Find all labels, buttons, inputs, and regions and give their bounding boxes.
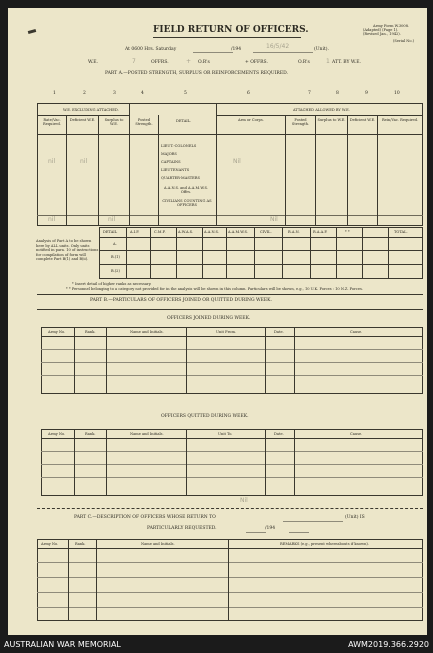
sub-header-1: Rate/Vac. Required. — [43, 118, 61, 126]
joined-table — [41, 327, 423, 394]
joined-col-rank: Rank. — [85, 330, 96, 334]
part-a-subheader-line-right — [216, 115, 423, 116]
analysis-row-line-1 — [99, 250, 423, 251]
col-line-9 — [377, 115, 378, 226]
serial-label: (Serial No.) — [393, 39, 415, 43]
rank-lieutenants: LIEUTENANTS — [161, 168, 190, 172]
sub-header-4: Posted Strength. — [135, 118, 153, 126]
plus-offrs-label: + OFFRS. — [245, 60, 268, 65]
sub-header-6: Posted Strength. — [291, 118, 310, 126]
analysis-col-cmf: C.M.F. — [154, 230, 166, 234]
col-line-3 — [129, 103, 130, 226]
quitted-row-1 — [41, 451, 423, 452]
part-c-col-2 — [96, 539, 97, 621]
joined-col-unit-from: Unit From. — [216, 330, 237, 334]
rank-majors: MAJORS — [161, 152, 177, 156]
col-line-8 — [347, 115, 348, 226]
form-page — [8, 8, 427, 635]
part-c-year: /194 — [265, 526, 276, 531]
quitted-table — [41, 429, 423, 496]
joined-col-3 — [186, 327, 187, 394]
quitted-col-5 — [294, 429, 295, 496]
joined-col-date: Date. — [274, 330, 284, 334]
col-line-5 — [216, 103, 217, 226]
joined-row-1 — [41, 349, 423, 350]
quitted-col-2 — [106, 429, 107, 496]
rank-quartermasters: QUARTER-MASTERS — [161, 176, 200, 180]
detail-header: DETAIL. — [176, 119, 192, 123]
revised-label: (Revised Jan., 1942). — [363, 32, 401, 36]
sub-header-9: Rein/Vac. Required. — [381, 118, 419, 122]
att-we-label: ATT. BY W.E. — [332, 60, 361, 65]
col-line-6 — [285, 115, 286, 226]
part-b-bottom-rule — [37, 309, 423, 310]
archive-footer — [0, 637, 433, 653]
part-c-year-dots — [289, 532, 309, 533]
footer-institution: AUSTRALIAN WAR MEMORIAL — [4, 640, 121, 649]
analysis-note: Analysis of Part A to be shown here by ALL units. Only units notified in para. 10 of instructions for compilation of form will complete Part B(1) and B(ii). — [36, 239, 99, 262]
analysis-col-ran: R.A.N. — [288, 230, 300, 234]
analysis-col-7 — [282, 227, 283, 279]
form-title: FIELD RETURN OF OFFICERS. — [153, 25, 309, 35]
part-c-unit: (Unit) IS — [345, 515, 365, 520]
rank-lieut-colonels: LIEUT.-COLONELS — [161, 144, 197, 148]
quitted-col-3 — [186, 429, 187, 496]
part-c-col-1 — [68, 539, 69, 621]
part-c-col-rank: Rank. — [75, 542, 86, 546]
unit-dots — [253, 52, 313, 53]
joined-col-5 — [294, 327, 295, 394]
handwritten-att: 1 — [326, 58, 330, 65]
part-a-total-line — [37, 215, 423, 216]
sub-header-arm: Arm or Corps. — [238, 118, 264, 122]
analysis-col-11 — [388, 227, 389, 279]
analysis-col-civil: CIVIL. — [260, 230, 272, 234]
attached-header: ATTACHED ALLOWED BY W.E. — [293, 108, 350, 112]
col-line-1 — [66, 115, 67, 226]
analysis-col-awas: A.W.A.S. — [178, 230, 194, 234]
quitted-row-2 — [41, 464, 423, 465]
handwritten-nil: Nil — [240, 497, 248, 504]
part-c-col-name: Name and Initials. — [141, 542, 175, 546]
sub-header-7: Surplus to W.E. — [317, 118, 346, 122]
analysis-table — [99, 227, 423, 279]
analysis-row-b1: B.(1) — [111, 255, 120, 259]
part-c-row-4 — [37, 607, 423, 608]
quitted-heading: OFFICERS QUITTED DURING WEEK. — [161, 414, 249, 419]
analysis-col-2 — [150, 227, 151, 279]
joined-col-1 — [74, 327, 75, 394]
handwritten-entry-3: Nil — [233, 158, 241, 165]
part-c-dashed-rule — [37, 508, 423, 509]
handwritten-entry-1: nil — [48, 158, 56, 165]
handwritten-entry-2: nil — [80, 158, 88, 165]
joined-heading: OFFICERS JOINED DURING WEEK. — [167, 316, 251, 321]
footnote-2: * * Personnel belonging to a category not provided for in the analysis will be shown in this column. Particulars will be shown, e.g., 10 U.K. Forces : 10 N.Z. Forces. — [66, 287, 363, 291]
we-label: W.E. — [88, 60, 98, 65]
analysis-row-line-2 — [99, 264, 423, 265]
handwritten-entry-5: nil — [108, 216, 116, 223]
part-c-heading-line2: PARTICULARLY REQUESTED. — [147, 526, 217, 531]
analysis-row-b2: B.(2) — [111, 269, 120, 273]
handwritten-entry-4: nil — [48, 216, 56, 223]
part-c-table — [37, 539, 423, 621]
army-form-label: Army Form W.3008. — [373, 24, 410, 28]
quitted-header-line — [41, 438, 423, 439]
part-c-row-3 — [37, 592, 423, 593]
analysis-col-9 — [336, 227, 337, 279]
quitted-row-3 — [41, 477, 423, 478]
analysis-col-5 — [226, 227, 227, 279]
analysis-col-raaf: R.A.A.F. — [313, 230, 328, 234]
analysis-col-total: TOTAL. — [394, 230, 408, 234]
sub-header-8: Deficient W.E. — [349, 118, 376, 122]
part-a-col-numbers: 1 2 3 4 5 6 7 8 9 10 — [53, 91, 400, 96]
part-c-row-1 — [37, 562, 423, 563]
analysis-detail-header: DETAIL — [103, 230, 118, 234]
sub-header-2: Deficient W.E. — [69, 118, 96, 122]
part-a-header-bottom — [37, 134, 423, 135]
joined-row-2 — [41, 362, 423, 363]
date-dots — [193, 52, 233, 53]
ors-label: O.R's — [198, 60, 210, 65]
analysis-col-other: * * — [345, 230, 350, 234]
part-c-row-2 — [37, 577, 423, 578]
analysis-col-aif: A.I.F. — [130, 230, 140, 234]
joined-row-3 — [41, 375, 423, 376]
corner-mark — [28, 29, 37, 34]
unit-label: (Unit). — [314, 47, 329, 52]
part-c-date-dots — [246, 532, 266, 533]
part-c-col-army-no: Army No. — [41, 542, 59, 546]
joined-header-line — [41, 336, 423, 337]
col-line-7 — [315, 115, 316, 226]
analysis-col-10 — [362, 227, 363, 279]
joined-col-4 — [265, 327, 266, 394]
quitted-col-rank: Rank. — [85, 432, 96, 436]
rank-captains: CAPTAINS — [161, 160, 181, 164]
part-c-col-3 — [228, 539, 229, 621]
col-line-4 — [158, 115, 159, 226]
analysis-col-1 — [126, 227, 127, 279]
rank-civilians: CIVILIANS COUNTING AS OFFICERS — [162, 199, 212, 207]
joined-col-name: Name and Initials. — [130, 330, 164, 334]
part-b-heading: PART B.—PARTICULARS OF OFFICERS JOINED OR QUITTED DURING WEEK. — [90, 298, 272, 303]
quitted-col-date: Date. — [274, 432, 284, 436]
joined-col-cause: Cause. — [350, 330, 363, 334]
quitted-col-army-no: Army No. — [48, 432, 66, 436]
at-hours-line: At 0600 Hrs. Saturday — [125, 47, 177, 52]
col-line-2 — [98, 115, 99, 226]
quitted-col-name: Name and Initials. — [130, 432, 164, 436]
title-underline — [153, 37, 301, 38]
we-excl-header: W.E. EXCLUDING ATTACHED. — [63, 108, 119, 112]
part-a-heading: PART A.—POSTED STRENGTH, SURPLUS OR REINFORCEMENTS REQUIRED. — [105, 71, 288, 76]
part-b-top-rule — [37, 294, 423, 295]
quitted-col-4 — [265, 429, 266, 496]
quitted-col-cause: Cause. — [350, 432, 363, 436]
year-label: /194 — [231, 47, 242, 52]
part-c-unit-dots — [283, 521, 343, 522]
adapted-label: (Adapted) (Page 1). — [363, 28, 399, 32]
analysis-col-3 — [176, 227, 177, 279]
analysis-header-line — [99, 237, 423, 238]
part-c-header-line — [37, 548, 423, 549]
part-c-col-remarks: REMARKS (e.g., present whereabouts if known). — [280, 542, 369, 546]
handwritten-entry-6: Nil — [270, 216, 278, 223]
handwritten-date: 16/5/42 — [266, 43, 290, 50]
part-a-subheader-line — [37, 115, 129, 116]
sub-header-3: Surplus to W.E. — [104, 118, 124, 126]
ors-label-2: O.R's — [298, 60, 310, 65]
analysis-col-6 — [254, 227, 255, 279]
analysis-col-4 — [202, 227, 203, 279]
analysis-col-aans: A.A.N.S. — [204, 230, 220, 234]
joined-col-2 — [106, 327, 107, 394]
handwritten-offrs: 7 — [132, 58, 136, 65]
footer-accession: AWM2019.366.2920 — [348, 640, 429, 649]
handwritten-plus: + — [186, 58, 192, 65]
part-c-heading: PART C.—DESCRIPTION OF OFFICERS WHOSE RETURN TO — [74, 515, 216, 520]
footnote-1: * Insert detail of higher ranks as necessary. — [72, 282, 152, 286]
analysis-col-aamws: A.A.M.W.S. — [228, 230, 248, 234]
analysis-row-a: A. — [113, 242, 117, 246]
joined-col-army-no: Army No. — [48, 330, 66, 334]
quitted-col-unit-to: Unit To. — [218, 432, 233, 436]
analysis-col-8 — [310, 227, 311, 279]
quitted-col-1 — [74, 429, 75, 496]
rank-aans-aamws: A.A.N.S. and A.A.M.W.S. Offrs. — [163, 186, 209, 194]
offrs-label: OFFRS. — [151, 60, 169, 65]
